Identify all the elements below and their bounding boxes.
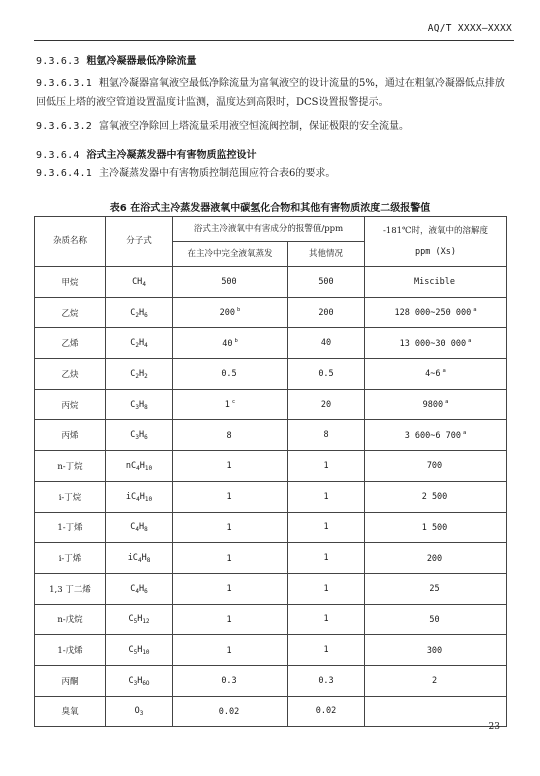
- formula-part: H: [139, 522, 145, 533]
- formula-part: C: [130, 399, 136, 410]
- cell-solubility: [365, 481, 507, 512]
- formula-part: H: [139, 307, 145, 318]
- formula-part: C: [130, 368, 136, 379]
- cell-formula: [106, 604, 173, 635]
- alarm-value: 0.5: [221, 369, 237, 380]
- document-code-header: AQ/T XXXX—XXXX: [427, 23, 512, 34]
- cell-alarm-full-evaporation: [173, 573, 288, 604]
- alarm-value: 1: [226, 522, 232, 533]
- formula-part: H: [139, 460, 145, 471]
- cell-alarm-other-cases: 1: [288, 451, 365, 482]
- header-alarm-group: 浴式主冷液氧中有害成分的报警值/ppm: [173, 217, 365, 242]
- formula-part: H: [141, 553, 147, 564]
- section-title: 粗氩冷凝器最低净除流量: [86, 56, 197, 67]
- formula-part: C: [130, 583, 136, 594]
- table-row: [35, 512, 507, 543]
- formula-part: O: [134, 706, 140, 717]
- footnote-mark: a: [473, 307, 477, 314]
- cell-alarm-full-evaporation: [173, 451, 288, 482]
- solubility-value: 2: [431, 676, 438, 687]
- formula-subscript: 2: [144, 372, 148, 380]
- formula-part: C: [128, 614, 134, 625]
- alarm-value: 200: [219, 308, 236, 319]
- cell-alarm-other-cases: 8: [288, 420, 365, 451]
- cell-solubility: [365, 420, 507, 451]
- clause-number: 9.3.6.3.2: [36, 121, 92, 132]
- cell-impurity-name: 甲烷: [35, 267, 106, 298]
- formula-part: H: [139, 368, 145, 379]
- cell-formula: [106, 297, 173, 328]
- cell-alarm-full-evaporation: [173, 665, 288, 696]
- footnote-mark: b: [237, 307, 241, 314]
- formula-subscript: 2: [135, 342, 139, 350]
- solubility-value: 700: [426, 461, 443, 472]
- cell-solubility: [365, 573, 507, 604]
- cell-impurity-name: 1,3 丁二烯: [35, 573, 106, 604]
- table-row: [35, 297, 507, 328]
- cell-alarm-other-cases: 1: [288, 481, 365, 512]
- table-row: [35, 451, 507, 482]
- formula-part: H: [137, 675, 143, 686]
- alarm-value: 1: [226, 614, 232, 625]
- alarm-value: 8: [226, 430, 232, 441]
- cell-formula: [106, 420, 173, 451]
- table-row: [35, 573, 507, 604]
- formula-subscript: 10: [144, 495, 153, 503]
- table-row: [35, 359, 507, 390]
- cell-impurity-name: 丙烯: [35, 420, 106, 451]
- cell-alarm-other-cases: 500: [288, 267, 365, 298]
- cell-impurity-name: 乙烷: [35, 297, 106, 328]
- footnote-mark: a: [462, 429, 467, 436]
- formula-part: C: [130, 307, 136, 318]
- solubility-value: 128 000~250 000: [394, 308, 472, 319]
- cell-alarm-full-evaporation: [173, 359, 288, 390]
- formula-subscript: 4: [135, 526, 139, 534]
- table-row: [35, 696, 507, 727]
- formula-part: CH: [132, 276, 143, 287]
- formula-subscript: 4: [137, 557, 142, 565]
- cell-solubility: [365, 451, 507, 482]
- footnote-mark: a: [445, 399, 449, 406]
- cell-solubility: [365, 604, 507, 635]
- formula-part: H: [139, 491, 145, 502]
- formula-part: C: [130, 522, 136, 533]
- alarm-value: 1: [224, 400, 230, 411]
- cell-alarm-full-evaporation: [173, 512, 288, 543]
- cell-impurity-name: i-丁烯: [35, 543, 106, 574]
- formula-part: C: [128, 675, 134, 686]
- cell-solubility: [365, 543, 507, 574]
- alarm-value: 40: [222, 338, 233, 349]
- formula-subscript: 2: [135, 372, 139, 380]
- cell-formula: [106, 267, 173, 298]
- header-formula: 分子式: [106, 217, 173, 267]
- clause-text: 富氧液空净除回上塔流量采用液空恒流阀控制，保证极限的安全流量。: [99, 121, 409, 132]
- cell-solubility: [365, 696, 507, 727]
- formula-subscript: 5: [133, 649, 138, 657]
- header-impurity-name: 杂质名称: [35, 217, 106, 267]
- cell-alarm-full-evaporation: [173, 696, 288, 727]
- solubility-value: 2 500: [421, 492, 448, 503]
- alarm-value: 1: [226, 584, 232, 595]
- formula-subscript: 4: [144, 342, 148, 350]
- formula-part: C: [130, 338, 136, 349]
- cell-alarm-other-cases: 40: [288, 328, 365, 359]
- cell-alarm-other-cases: 0.3: [288, 665, 365, 696]
- cell-solubility: [365, 267, 507, 298]
- header-solubility-line2: ppm (Xs): [415, 246, 456, 257]
- cell-formula: [106, 696, 173, 727]
- solubility-value: 3 600~6 700: [404, 430, 461, 441]
- paragraph-9-3-6-4-1: [36, 164, 506, 183]
- formula-subscript: 8: [144, 526, 148, 534]
- cell-impurity-name: 乙烯: [35, 328, 106, 359]
- formula-subscript: 6O: [142, 679, 150, 687]
- table-row: [35, 389, 507, 420]
- section-number: 9.3.6.3: [36, 56, 80, 67]
- cell-alarm-full-evaporation: [173, 635, 288, 666]
- section-heading-9-3-6-3: [36, 52, 197, 67]
- cell-solubility: [365, 328, 507, 359]
- alarm-value: 0.3: [221, 676, 237, 687]
- table-row: [35, 267, 507, 298]
- footnote-mark: b: [234, 337, 238, 344]
- header-solubility: [365, 217, 507, 267]
- cell-impurity-name: i-丁烷: [35, 481, 106, 512]
- formula-part: H: [139, 583, 145, 594]
- cell-impurity-name: n-丁烷: [35, 451, 106, 482]
- footnote-mark: a: [442, 368, 446, 375]
- formula-subscript: 3: [135, 403, 139, 411]
- cell-alarm-other-cases: 1: [288, 635, 365, 666]
- table-row: [35, 635, 507, 666]
- clause-number: 9.3.6.4.1: [36, 168, 92, 179]
- cell-formula: [106, 359, 173, 390]
- cell-impurity-name: 丙烷: [35, 389, 106, 420]
- cell-solubility: [365, 635, 507, 666]
- section-heading-9-3-6-4: [36, 146, 257, 161]
- solubility-value: Miscible: [414, 277, 455, 288]
- table-row: [35, 543, 507, 574]
- table-row: [35, 665, 507, 696]
- cell-formula: [106, 573, 173, 604]
- solubility-value: 13 000~30 000: [399, 338, 467, 349]
- solubility-value: 9800: [422, 400, 444, 411]
- alarm-value: 1: [226, 553, 232, 564]
- cell-alarm-full-evaporation: [173, 543, 288, 574]
- paragraph-9-3-6-3-2: [36, 117, 506, 136]
- cell-impurity-name: 臭氧: [35, 696, 106, 727]
- formula-subscript: 6: [144, 434, 148, 442]
- solubility-value: 4~6: [425, 369, 441, 380]
- formula-part: H: [137, 614, 143, 625]
- cell-alarm-other-cases: 1: [288, 573, 365, 604]
- solubility-value: 50: [429, 614, 440, 625]
- cell-alarm-full-evaporation: [173, 604, 288, 635]
- clause-text: 粗氩冷凝器富氧液空最低净除流量为富氧液空的设计流量的5%，通过在粗氩冷凝器低点排放回低压上塔的液空管道设置温度计监测，温度达到高限时，DCS设置报警提示。: [36, 78, 505, 108]
- formula-subscript: 4: [142, 280, 146, 288]
- cell-impurity-name: 乙炔: [35, 359, 106, 390]
- cell-impurity-name: 1-戊烯: [35, 635, 106, 666]
- formula-part: H: [139, 399, 145, 410]
- alarm-value: 500: [221, 277, 237, 288]
- formula-subscript: 3: [133, 679, 138, 687]
- solubility-value: 1 500: [421, 522, 448, 533]
- formula-part: iC: [125, 491, 137, 502]
- cell-solubility: [365, 512, 507, 543]
- cell-alarm-full-evaporation: [173, 420, 288, 451]
- header-solubility-line1: -181℃时，液氧中的溶解度: [382, 225, 489, 236]
- cell-solubility: [365, 359, 507, 390]
- formula-part: nC: [125, 460, 137, 471]
- formula-subscript: 10: [142, 649, 150, 657]
- formula-part: H: [139, 430, 145, 441]
- solubility-value: 200: [426, 553, 443, 564]
- cell-alarm-other-cases: 0.02: [288, 696, 365, 727]
- formula-part: H: [137, 645, 143, 656]
- formula-part: iC: [127, 553, 138, 564]
- formula-subscript: 6: [144, 311, 148, 319]
- cell-formula: [106, 665, 173, 696]
- cell-impurity-name: 丙酮: [35, 665, 106, 696]
- table-row: [35, 604, 507, 635]
- cell-formula: [106, 481, 173, 512]
- cell-formula: [106, 328, 173, 359]
- cell-formula: [106, 543, 173, 574]
- cell-alarm-full-evaporation: [173, 328, 288, 359]
- cell-alarm-full-evaporation: [173, 389, 288, 420]
- footnote-mark: a: [468, 337, 472, 344]
- formula-subscript: 4: [135, 587, 139, 595]
- alarm-value: 1: [226, 645, 232, 656]
- cell-alarm-other-cases: 1: [288, 604, 365, 635]
- clause-number: 9.3.6.3.1: [36, 78, 92, 89]
- cell-alarm-other-cases: 20: [288, 389, 365, 420]
- header-rule: [34, 40, 514, 41]
- alarm-value: 1: [226, 461, 232, 472]
- page-number: 23: [488, 722, 500, 732]
- solubility-value: 300: [426, 645, 443, 656]
- footnote-mark: c: [231, 399, 236, 406]
- formula-subscript: 12: [142, 618, 150, 626]
- cell-alarm-other-cases: 200: [288, 297, 365, 328]
- cell-formula: [106, 451, 173, 482]
- alarm-values-table: [34, 216, 507, 727]
- formula-subscript: 10: [144, 464, 153, 472]
- paragraph-9-3-6-3-1: [36, 74, 506, 112]
- cell-alarm-full-evaporation: [173, 267, 288, 298]
- header-full-evaporation: 在主冷中完全液氧蒸发: [173, 242, 288, 267]
- alarm-value: 0.02: [218, 706, 240, 717]
- formula-subscript: 4: [136, 495, 140, 503]
- cell-formula: [106, 635, 173, 666]
- formula-subscript: 3: [135, 434, 139, 442]
- cell-solubility: [365, 297, 507, 328]
- cell-alarm-other-cases: 1: [288, 543, 365, 574]
- formula-subscript: 6: [144, 587, 148, 595]
- table-row: [35, 328, 507, 359]
- table-row: [35, 481, 507, 512]
- cell-alarm-full-evaporation: [173, 297, 288, 328]
- formula-subscript: 8: [146, 557, 151, 565]
- header-other-cases: 其他情况: [288, 242, 365, 267]
- cell-alarm-other-cases: 0.5: [288, 359, 365, 390]
- cell-impurity-name: 1-丁烯: [35, 512, 106, 543]
- formula-subscript: 3: [139, 710, 144, 718]
- alarm-value: 1: [226, 492, 232, 503]
- table-row: [35, 420, 507, 451]
- cell-solubility: [365, 389, 507, 420]
- table-caption: 表6 在浴式主冷蒸发器液氧中碳氢化合物和其他有害物质浓度二级报警值: [109, 203, 431, 214]
- formula-part: H: [139, 338, 145, 349]
- section-title: 浴式主冷凝蒸发器中有害物质监控设计: [86, 150, 257, 161]
- cell-formula: [106, 389, 173, 420]
- formula-part: C: [128, 645, 134, 656]
- formula-subscript: 8: [144, 403, 148, 411]
- section-number: 9.3.6.4: [36, 150, 80, 161]
- formula-subscript: 5: [133, 618, 138, 626]
- cell-impurity-name: n-戊烷: [35, 604, 106, 635]
- cell-solubility: [365, 665, 507, 696]
- cell-alarm-other-cases: 1: [288, 512, 365, 543]
- cell-alarm-full-evaporation: [173, 481, 288, 512]
- formula-part: C: [130, 430, 136, 441]
- clause-text: 主冷凝蒸发器中有害物质控制范围应符合表6的要求。: [99, 168, 336, 179]
- solubility-value: 25: [429, 584, 440, 595]
- cell-formula: [106, 512, 173, 543]
- formula-subscript: 4: [136, 464, 140, 472]
- formula-subscript: 2: [135, 311, 139, 319]
